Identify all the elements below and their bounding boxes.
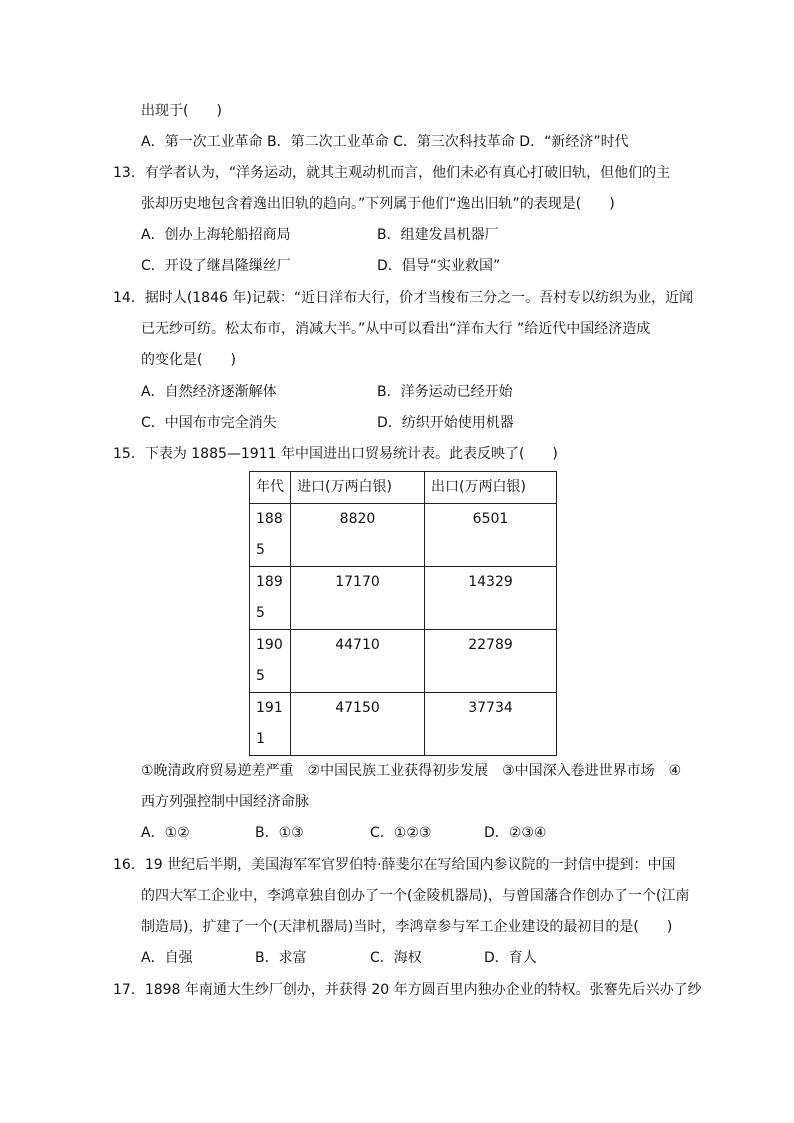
export-cell: 22789 <box>425 630 557 693</box>
q15-option-d: D．②③④ <box>484 825 547 841</box>
q15-option-b: B．①③ <box>255 825 304 841</box>
q14-stem-line1: 14．据时人(1846 年)记载：“近日洋布大行，价才当梭布三分之一。吾村专以纺织为业，近闻 <box>113 290 694 306</box>
q13-option-b: B．组建发昌机器厂 <box>377 227 499 243</box>
header-import: 进口(万两白银) <box>291 472 425 504</box>
q14-option-b: B．洋务运动已经开始 <box>377 384 513 400</box>
q12-tail: 出现于( ) <box>141 103 222 119</box>
year-part2: 1 <box>256 731 265 747</box>
table-row <box>250 504 557 567</box>
q16-stem-line2: 的四大军工企业中，李鸿章独自创办了一个(金陵机器局)，与曾国藩合作创办了一个(江南 <box>141 888 690 904</box>
q13-option-c: C．开设了继昌隆缫丝厂 <box>141 258 291 274</box>
import-cell: 8820 <box>291 504 425 567</box>
q13-option-d: D．倡导“实业救国” <box>377 258 501 274</box>
q16-stem-line3: 制造局)，扩建了一个(天津机器局)当时，李鸿章参与军工企业建设的最初目的是( ) <box>141 919 673 935</box>
table-header-row <box>250 472 557 504</box>
q14-option-c: C．中国布市完全消失 <box>141 415 277 431</box>
year-part1: 190 <box>256 637 283 653</box>
q12-options: A．第一次工业革命 B．第二次工业革命 C．第三次科技革命 D．“新经济”时代 <box>141 134 629 150</box>
year-cell <box>250 693 291 756</box>
year-cell <box>250 567 291 630</box>
q17-stem-line1: 17．1898 年南通大生纱厂创办，并获得 20 年方圆百里内独办企业的特权。张謇先后兴办了纱 <box>113 982 702 998</box>
header-year: 年代 <box>250 472 291 504</box>
q13-stem-line2: 张却历史地包含着逸出旧轨的趋向。”下列属于他们“逸出旧轨”的表现是( ) <box>141 196 615 212</box>
q14-stem-line2: 已无纱可纺。松太布市，消减大半。”从中可以看出“洋布大行 ”给近代中国经济造成 <box>141 321 651 337</box>
year-part1: 189 <box>256 574 283 590</box>
q16-option-a: A．自强 <box>141 950 193 966</box>
trade-statistics-table <box>249 471 557 756</box>
q13-stem-line1: 13．有学者认为，“洋务运动，就其主观动机而言，他们未必有真心打破旧轨，但他们的主 <box>113 165 671 181</box>
export-cell: 14329 <box>425 567 557 630</box>
table-row <box>250 567 557 630</box>
import-cell: 44710 <box>291 630 425 693</box>
export-cell: 6501 <box>425 504 557 567</box>
table-row <box>250 693 557 756</box>
year-cell <box>250 504 291 567</box>
year-part2: 5 <box>256 542 265 558</box>
import-cell: 17170 <box>291 567 425 630</box>
year-part1: 191 <box>256 700 283 716</box>
q16-stem-line1: 16．19 世纪后半期，美国海军军官罗伯特·薛斐尔在写给国内参议院的一封信中提到：中国 <box>113 857 676 873</box>
q15-option-a: A．①② <box>141 825 190 841</box>
year-part1: 188 <box>256 511 283 527</box>
q14-option-d: D．纺织开始使用机器 <box>377 415 514 431</box>
table-row <box>250 630 557 693</box>
header-export: 出口(万两白银) <box>425 472 557 504</box>
export-cell: 37734 <box>425 693 557 756</box>
q16-option-d: D．育人 <box>484 950 537 966</box>
q15-option-c: C．①②③ <box>370 825 432 841</box>
year-part2: 5 <box>256 605 265 621</box>
q14-stem-line3: 的变化是( ) <box>141 352 236 368</box>
year-cell <box>250 630 291 693</box>
import-cell: 47150 <box>291 693 425 756</box>
q14-option-a: A．自然经济逐渐解体 <box>141 384 277 400</box>
q16-option-b: B．求富 <box>255 950 307 966</box>
q15-statements-line1: ①晚清政府贸易逆差严重 ②中国民族工业获得初步发展 ③中国深入卷进世界市场 ④ <box>141 763 682 779</box>
q15-stem: 15．下表为 1885—1911 年中国进出口贸易统计表。此表反映了( ) <box>113 446 558 462</box>
q16-option-c: C．海权 <box>370 950 422 966</box>
q15-statements-line2: 西方列强控制中国经济命脉 <box>141 794 309 810</box>
year-part2: 5 <box>256 668 265 684</box>
q13-option-a: A．创办上海轮船招商局 <box>141 227 291 243</box>
